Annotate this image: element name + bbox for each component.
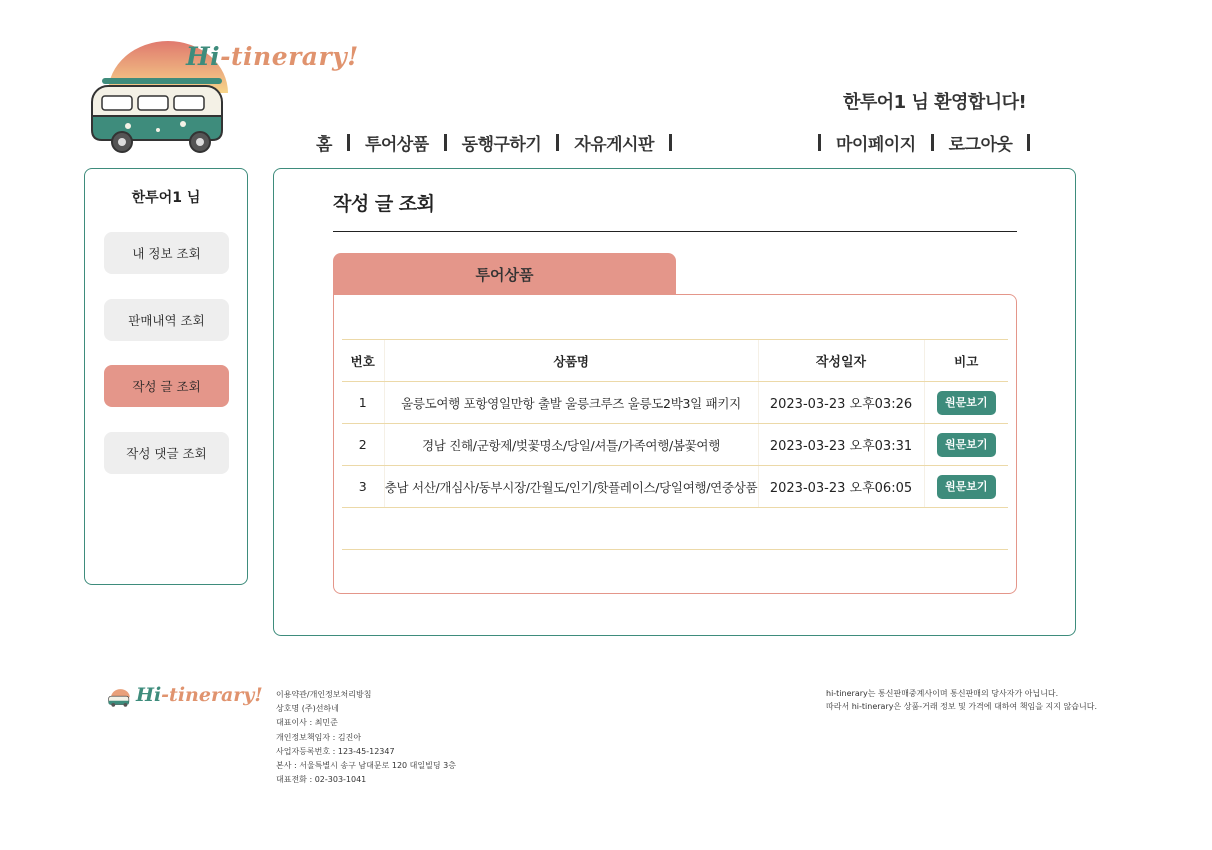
footer-terms-link[interactable]: 이용약관/개인정보처리방침 bbox=[276, 690, 372, 699]
footer-wordmark bbox=[136, 684, 263, 706]
logo-wordmark-rest: -tinerary! bbox=[220, 42, 359, 71]
row-date: 2023-03-23 오후03:31 bbox=[758, 424, 924, 466]
view-original-button[interactable]: 원문보기 bbox=[937, 391, 996, 415]
nav-divider bbox=[669, 134, 672, 151]
row-date: 2023-03-23 오후03:26 bbox=[758, 382, 924, 424]
row-number: 2 bbox=[342, 424, 384, 466]
row-number: 1 bbox=[342, 382, 384, 424]
main-panel bbox=[273, 168, 1076, 636]
sidebar-item-my-info[interactable]: 내 정보 조회 bbox=[104, 232, 229, 274]
nav-home[interactable]: 홈 bbox=[316, 134, 332, 155]
footer-privacy-officer: 개인정보책임자 : 김진아 bbox=[276, 732, 362, 742]
tab-tour-products[interactable]: 투어상품 bbox=[333, 253, 676, 295]
nav-divider bbox=[347, 134, 350, 151]
sidebar-item-my-comments[interactable]: 작성 댓글 조회 bbox=[104, 432, 229, 474]
row-product-name: 충남 서산/개심사/동부시장/간월도/인기/핫플레이스/당일여행/연중상품 bbox=[384, 466, 758, 508]
nav-mypage[interactable]: 마이페이지 bbox=[836, 134, 916, 155]
sidebar-item-sales-history[interactable]: 판매내역 조회 bbox=[104, 299, 229, 341]
main-nav bbox=[316, 130, 687, 154]
row-date: 2023-03-23 오후06:05 bbox=[758, 466, 924, 508]
sidebar-item-my-posts[interactable]: 작성 글 조회 bbox=[104, 365, 229, 407]
row-action-cell bbox=[924, 466, 1008, 508]
table-row bbox=[342, 466, 1008, 508]
table-header-row bbox=[342, 340, 1008, 382]
footer-business-number: 사업자등록번호 : 123-45-12347 bbox=[276, 746, 395, 756]
logo-wordmark[interactable] bbox=[186, 42, 359, 71]
posts-table-container bbox=[333, 294, 1017, 594]
row-product-name: 경남 진해/군항제/벚꽃명소/당일/셔틀/가족여행/봄꽃여행 bbox=[384, 424, 758, 466]
page-title: 작성 글 조회 bbox=[333, 193, 435, 215]
footer-disclaimer-line: 따라서 hi-tinerary은 상품-거래 정보 및 가격에 대하여 책임을 지지 않습니다. bbox=[826, 701, 1097, 711]
nav-divider bbox=[444, 134, 447, 151]
nav-find-companion[interactable]: 동행구하기 bbox=[461, 134, 542, 155]
footer-ceo: 대표이사 : 최민준 bbox=[276, 718, 338, 728]
footer-disclaimer-line: hi-tinerary는 통신판매중계사이며 통신판매의 당사자가 아닙니다. bbox=[826, 689, 1059, 698]
footer-disclaimer bbox=[826, 688, 1097, 713]
row-action-cell bbox=[924, 382, 1008, 424]
posts-table bbox=[342, 339, 1008, 550]
nav-divider bbox=[556, 134, 559, 151]
column-header-product-name: 상품명 bbox=[384, 340, 758, 382]
footer-van-icon bbox=[108, 684, 136, 712]
column-header-date: 작성일자 bbox=[758, 340, 924, 382]
table-row bbox=[342, 424, 1008, 466]
welcome-message: 한투어1 님 환영합니다! bbox=[843, 92, 1027, 113]
nav-logout[interactable]: 로그아웃 bbox=[948, 134, 1013, 155]
nav-divider bbox=[931, 134, 934, 151]
nav-divider bbox=[818, 134, 821, 151]
column-header-note: 비고 bbox=[924, 340, 1008, 382]
nav-divider bbox=[1027, 134, 1030, 151]
footer-company-info bbox=[276, 688, 456, 787]
table-empty-row bbox=[342, 508, 1008, 550]
footer-company-name: 상호명 (주)선하네 bbox=[276, 704, 339, 714]
footer-address: 본사 : 서울특별시 송구 남대문로 120 대일빌딩 3층 bbox=[276, 761, 456, 771]
sidebar-username: 한투어1 님 bbox=[131, 190, 201, 206]
view-original-button[interactable]: 원문보기 bbox=[937, 433, 996, 457]
logo-wordmark-hi: Hi bbox=[186, 42, 221, 71]
table-row bbox=[342, 382, 1008, 424]
footer-wordmark-rest: -tinerary! bbox=[161, 684, 263, 706]
mypage-sidebar bbox=[84, 168, 248, 585]
column-header-number: 번호 bbox=[342, 340, 384, 382]
row-number: 3 bbox=[342, 466, 384, 508]
footer-wordmark-hi: Hi bbox=[136, 684, 162, 706]
nav-tour-products[interactable]: 투어상품 bbox=[364, 134, 429, 155]
user-nav bbox=[818, 130, 1045, 154]
row-action-cell bbox=[924, 424, 1008, 466]
row-product-name: 울릉도여행 포항영일만항 출발 울릉크루즈 울릉도2박3일 패키지 bbox=[384, 382, 758, 424]
title-divider bbox=[333, 231, 1017, 232]
nav-free-board[interactable]: 자유게시판 bbox=[574, 134, 654, 155]
footer-phone: 대표전화 : 02-303-1041 bbox=[276, 775, 367, 785]
view-original-button[interactable]: 원문보기 bbox=[937, 475, 996, 499]
